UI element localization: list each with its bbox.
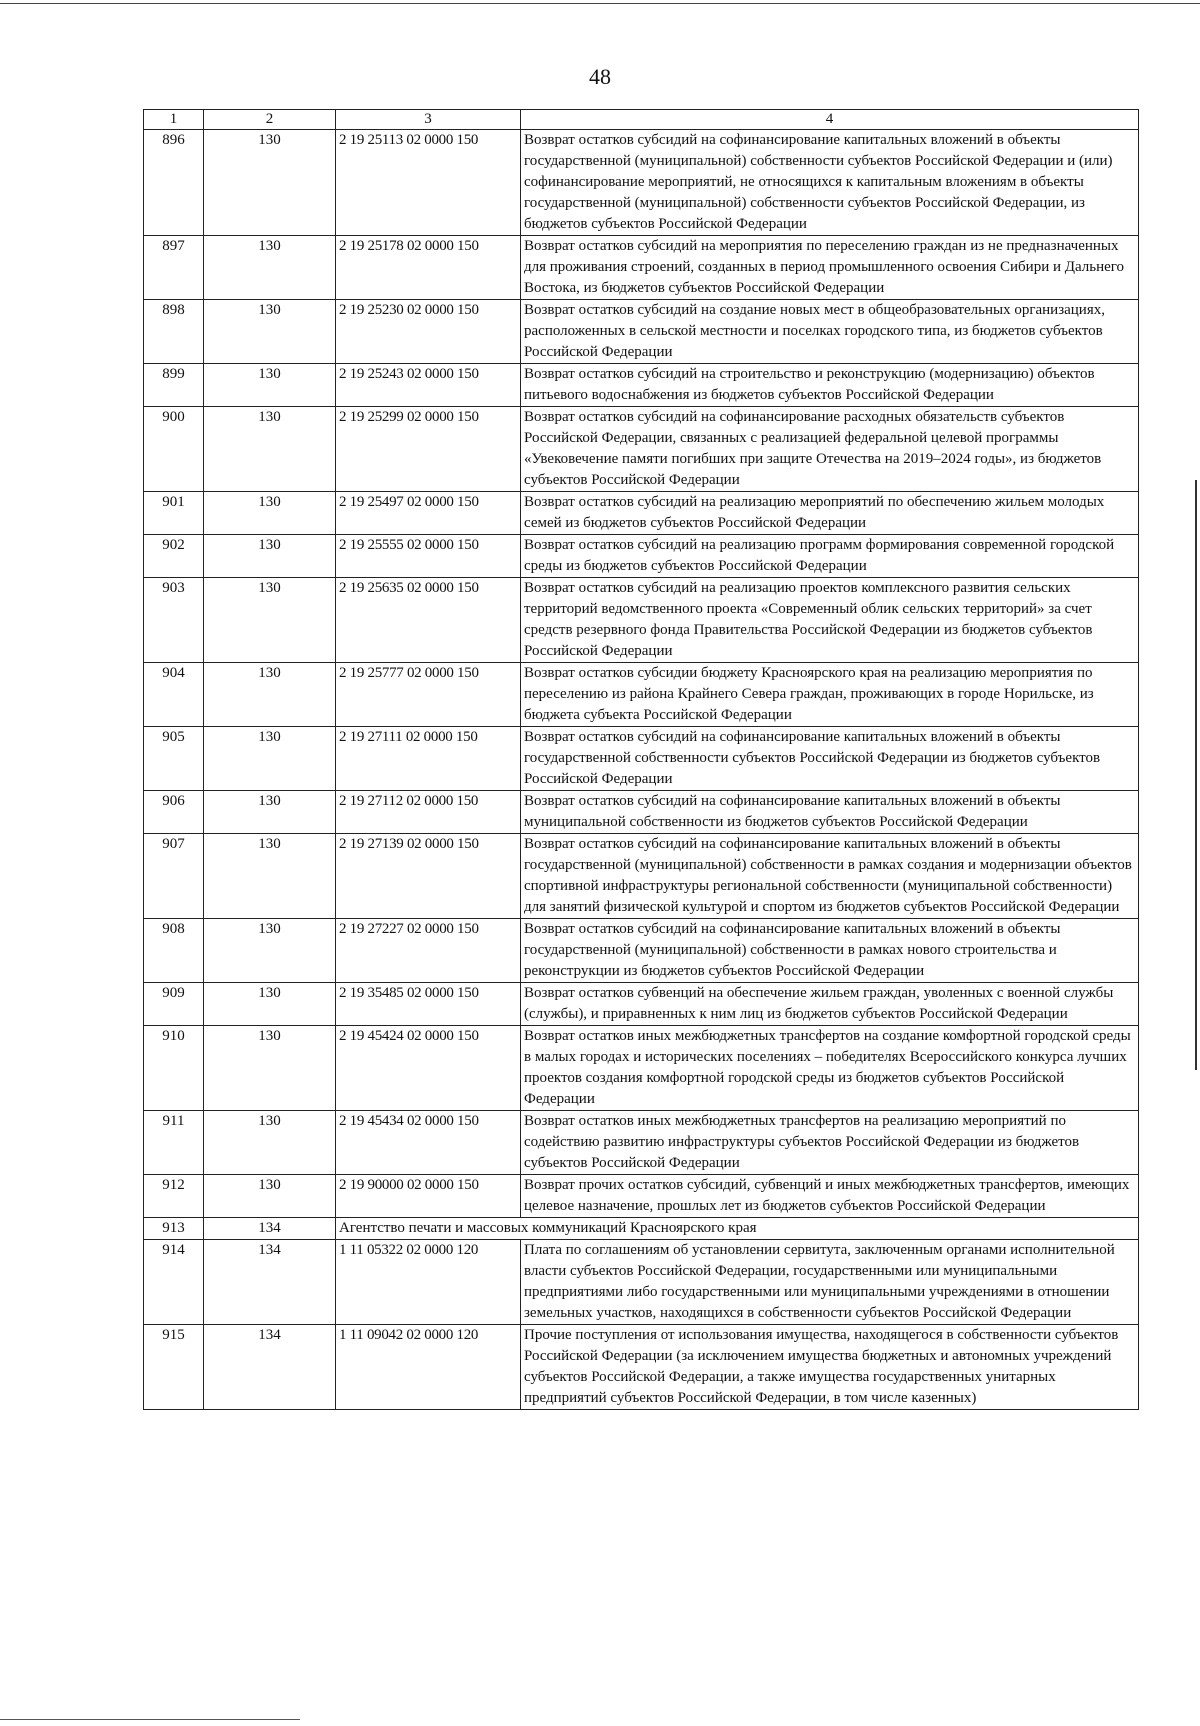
revenue-description: Возврат остатков субсидий на софинансирование капитальных вложений в объекты государственной (муниципальной) собственности в рамках создания и модернизации объектов спортивной инфраструктуры региональной собственности (муниципальной собственности) для занятий физической культурой и спортом из бюджетов субъектов Российской Федерации <box>521 834 1139 919</box>
revenue-description: Возврат остатков субсидий на софинансирование капитальных вложений в объекты государственной собственности субъектов Российской Федерации из бюджетов субъектов Российской Федерации <box>521 727 1139 791</box>
column-header-2: 2 <box>204 110 336 130</box>
revenue-description: Возврат остатков иных межбюджетных трансфертов на реализацию мероприятий по содействию развитию инфраструктуры субъектов Российской Федерации из бюджетов субъектов Российской Федерации <box>521 1111 1139 1175</box>
row-number: 914 <box>144 1240 204 1325</box>
table-row <box>144 300 1139 364</box>
table-row <box>144 1175 1139 1218</box>
budget-classification-code: 2 19 25497 02 0000 150 <box>336 492 521 535</box>
admin-code: 130 <box>204 236 336 300</box>
budget-classification-code: 2 19 45424 02 0000 150 <box>336 1026 521 1111</box>
budget-classification-code: 2 19 25230 02 0000 150 <box>336 300 521 364</box>
row-number: 899 <box>144 364 204 407</box>
revenue-description: Плата по соглашениям об установлении сервитута, заключенным органами исполнительной власти субъектов Российской Федерации, государственными или муниципальными предприятиями либо государственными или муниципальными учреждениями в отношении земельных участков, находящихся в собственности субъектов Российской Федерации <box>521 1240 1139 1325</box>
table-row <box>144 578 1139 663</box>
table-row <box>144 236 1139 300</box>
table-row <box>144 1026 1139 1111</box>
budget-classification-code: 1 11 05322 02 0000 120 <box>336 1240 521 1325</box>
budget-classification-code: 2 19 27139 02 0000 150 <box>336 834 521 919</box>
budget-classification-code: 2 19 27112 02 0000 150 <box>336 791 521 834</box>
table-row <box>144 535 1139 578</box>
table-row <box>144 791 1139 834</box>
budget-classification-code: 2 19 25635 02 0000 150 <box>336 578 521 663</box>
admin-code: 130 <box>204 492 336 535</box>
row-number: 896 <box>144 130 204 236</box>
admin-code: 130 <box>204 300 336 364</box>
table-row <box>144 1240 1139 1325</box>
admin-code: 130 <box>204 130 336 236</box>
revenue-codes-table <box>143 109 1139 1410</box>
table-row <box>144 1218 1139 1240</box>
admin-code: 130 <box>204 834 336 919</box>
admin-code: 130 <box>204 364 336 407</box>
revenue-description: Возврат остатков субсидий на мероприятия по переселению граждан из не предназначенных для проживания строений, созданных в период промышленного освоения Сибири и Дальнего Востока, из бюджетов субъектов Российской Федерации <box>521 236 1139 300</box>
budget-classification-code: 2 19 25555 02 0000 150 <box>336 535 521 578</box>
table-row <box>144 130 1139 236</box>
budget-classification-code: 2 19 25243 02 0000 150 <box>336 364 521 407</box>
budget-classification-code: 2 19 25777 02 0000 150 <box>336 663 521 727</box>
table-row <box>144 919 1139 983</box>
revenue-description: Возврат остатков субсидий на реализацию программ формирования современной городской среды из бюджетов субъектов Российской Федерации <box>521 535 1139 578</box>
budget-classification-code: 2 19 90000 02 0000 150 <box>336 1175 521 1218</box>
budget-classification-code: 2 19 25178 02 0000 150 <box>336 236 521 300</box>
row-number: 912 <box>144 1175 204 1218</box>
admin-code: 130 <box>204 1111 336 1175</box>
budget-classification-code: 2 19 45434 02 0000 150 <box>336 1111 521 1175</box>
revenue-description: Возврат остатков субсидий на софинансирование капитальных вложений в объекты государственной (муниципальной) собственности в рамках нового строительства и реконструкции из бюджетов субъектов Российской Федерации <box>521 919 1139 983</box>
revenue-description: Возврат остатков субсидий на софинансирование капитальных вложений в объекты государственной (муниципальной) собственности субъектов Российской Федерации и (или) софинансирование мероприятий, не относящихся к капитальным вложениям в объекты государственной (муниципальной) собственности субъектов Российской Федерации, из бюджетов субъектов Российской Федерации <box>521 130 1139 236</box>
table-row <box>144 1111 1139 1175</box>
budget-classification-code: 2 19 27111 02 0000 150 <box>336 727 521 791</box>
admin-code: 130 <box>204 578 336 663</box>
table-body <box>144 130 1139 1410</box>
column-header-4: 4 <box>521 110 1139 130</box>
admin-code: 130 <box>204 407 336 492</box>
admin-code: 130 <box>204 727 336 791</box>
revenue-description: Возврат остатков субсидий на строительство и реконструкцию (модернизацию) объектов питьевого водоснабжения из бюджетов субъектов Российской Федерации <box>521 364 1139 407</box>
row-number: 902 <box>144 535 204 578</box>
row-number: 903 <box>144 578 204 663</box>
admin-code: 130 <box>204 663 336 727</box>
row-number: 901 <box>144 492 204 535</box>
budget-classification-code: 2 19 27227 02 0000 150 <box>336 919 521 983</box>
row-number: 898 <box>144 300 204 364</box>
row-number: 908 <box>144 919 204 983</box>
table-row <box>144 727 1139 791</box>
table-row <box>144 663 1139 727</box>
admin-code: 130 <box>204 791 336 834</box>
admin-code: 130 <box>204 535 336 578</box>
row-number: 907 <box>144 834 204 919</box>
budget-classification-code: 1 11 09042 02 0000 120 <box>336 1325 521 1410</box>
revenue-description: Возврат остатков субсидий на софинансирование капитальных вложений в объекты муниципальной собственности из бюджетов субъектов Российской Федерации <box>521 791 1139 834</box>
table-row <box>144 834 1139 919</box>
admin-code: 134 <box>204 1240 336 1325</box>
page-number: 48 <box>589 64 611 89</box>
table-row <box>144 492 1139 535</box>
admin-code: 130 <box>204 983 336 1026</box>
revenue-description: Возврат остатков субсидий на создание новых мест в общеобразовательных организациях, расположенных в сельской местности и поселках городского типа, из бюджетов субъектов Российской Федерации <box>521 300 1139 364</box>
budget-classification-code: 2 19 25113 02 0000 150 <box>336 130 521 236</box>
revenue-description: Возврат остатков субвенций на обеспечение жильем граждан, уволенных с военной службы (службы), и приравненных к ним лиц из бюджетов субъектов Российской Федерации <box>521 983 1139 1026</box>
table-row <box>144 983 1139 1026</box>
row-number: 897 <box>144 236 204 300</box>
row-number: 915 <box>144 1325 204 1410</box>
revenue-description: Возврат остатков субсидий на софинансирование расходных обязательств субъектов Российской Федерации, связанных с реализацией федеральной целевой программы «Увековечение памяти погибших при защите Отечества на 2019–2024 годы», из бюджетов субъектов Российской Федерации <box>521 407 1139 492</box>
admin-code: 130 <box>204 1175 336 1218</box>
table-row <box>144 364 1139 407</box>
organization-name: Агентство печати и массовых коммуникаций Красноярского края <box>336 1218 1139 1240</box>
revenue-description: Возврат остатков субсидий на реализацию мероприятий по обеспечению жильем молодых семей из бюджетов субъектов Российской Федерации <box>521 492 1139 535</box>
scan-right-edge <box>1195 480 1197 1070</box>
revenue-description: Прочие поступления от использования имущества, находящегося в собственности субъектов Российской Федерации (за исключением имущества бюджетных и автономных учреждений субъектов Российской Федерации, а также имущества государственных унитарных предприятий субъектов Российской Федерации, в том числе казенных) <box>521 1325 1139 1410</box>
table-header-row <box>144 110 1139 130</box>
row-number: 900 <box>144 407 204 492</box>
admin-code: 130 <box>204 919 336 983</box>
row-number: 904 <box>144 663 204 727</box>
column-header-3: 3 <box>336 110 521 130</box>
revenue-description: Возврат остатков субсидий на реализацию проектов комплексного развития сельских территорий ведомственного проекта «Современный облик сельских территорий» за счет средств резервного фонда Правительства Российской Федерации из бюджетов субъектов Российской Федерации <box>521 578 1139 663</box>
column-header-1: 1 <box>144 110 204 130</box>
revenue-description: Возврат прочих остатков субсидий, субвенций и иных межбюджетных трансфертов, имеющих целевое назначение, прошлых лет из бюджетов субъектов Российской Федерации <box>521 1175 1139 1218</box>
scan-top-edge <box>0 0 1200 4</box>
table-row <box>144 407 1139 492</box>
row-number: 911 <box>144 1111 204 1175</box>
row-number: 906 <box>144 791 204 834</box>
table-row <box>144 1325 1139 1410</box>
revenue-description: Возврат остатков иных межбюджетных трансфертов на создание комфортной городской среды в малых городах и исторических поселениях – победителях Всероссийского конкурса лучших проектов создания комфортной городской среды из бюджетов субъектов Российской Федерации <box>521 1026 1139 1111</box>
revenue-description: Возврат остатков субсидии бюджету Красноярского края на реализацию мероприятия по переселению из района Крайнего Севера граждан, проживающих в городе Норильске, из бюджета субъекта Российской Федерации <box>521 663 1139 727</box>
budget-classification-code: 2 19 25299 02 0000 150 <box>336 407 521 492</box>
admin-code: 134 <box>204 1218 336 1240</box>
table-header <box>144 110 1139 130</box>
row-number: 910 <box>144 1026 204 1111</box>
row-number: 909 <box>144 983 204 1026</box>
row-number: 905 <box>144 727 204 791</box>
row-number: 913 <box>144 1218 204 1240</box>
scan-bottom-edge <box>0 1719 300 1722</box>
admin-code: 130 <box>204 1026 336 1111</box>
admin-code: 134 <box>204 1325 336 1410</box>
budget-classification-code: 2 19 35485 02 0000 150 <box>336 983 521 1026</box>
